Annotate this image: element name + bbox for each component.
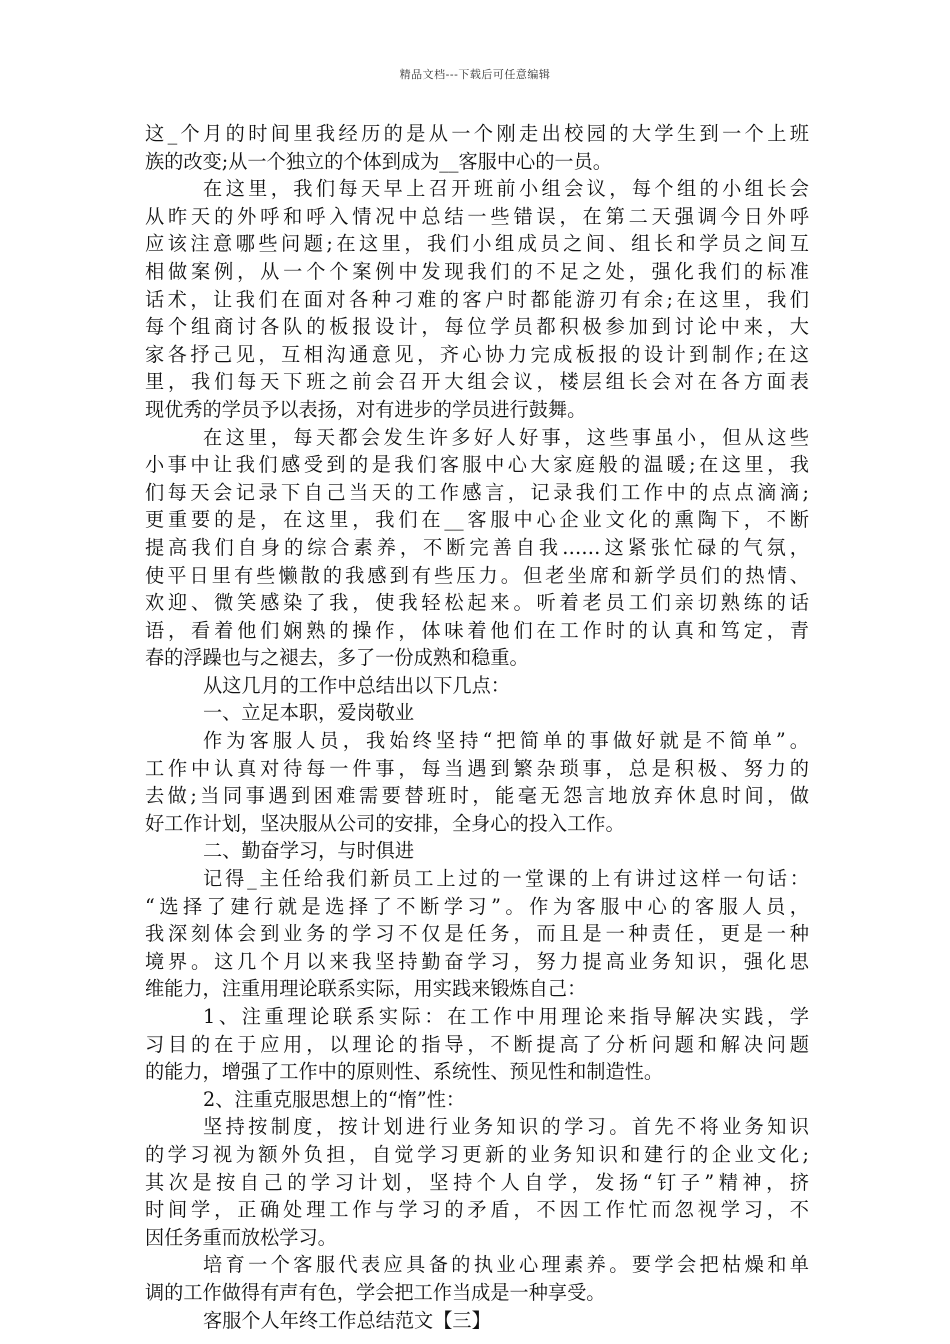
text-line: 在这里，我们每天早上召开班前小组会议，每个组的小组长会 [203,177,809,201]
text-line: 语，看着他们娴熟的操作，体味着他们在工作时的认真和笃定，青 [145,618,809,642]
text-line: 使平日里有些懒散的我感到有些压力。但老坐席和新学员们的热情、 [145,563,809,587]
text-line: 二、勤奋学习，与时俱进 [203,839,415,863]
text-line: 的能力，增强了工作中的原则性、系统性、预见性和制造性。 [145,1060,664,1084]
text-line: 我深刻体会到业务的学习不仅是任务，而且是一种责任，更是一种 [145,922,809,946]
text-line: 相做案例，从一个个案例中发现我们的不足之处，强化我们的标准 [145,259,809,283]
text-line: 族的改变;从一个独立的个体到成为__客服中心的一员。 [145,149,612,173]
text-line: 欢迎、微笑感染了我，使我轻松起来。听着老员工们亲切熟练的话 [145,591,809,615]
text-line: 因任务重而放松学习。 [145,1225,337,1249]
text-line: 在这里，每天都会发生许多好人好事，这些事虽小，但从这些 [203,425,809,449]
text-line: 坚持按制度，按计划进行业务知识的学习。首先不将业务知识 [203,1115,809,1139]
text-line: 现优秀的学员予以表扬，对有进步的学员进行鼓舞。 [145,397,587,421]
text-line: 客服个人年终工作总结范文【三】 [203,1308,491,1332]
text-line: 从昨天的外呼和呼入情况中总结一些错误，在第二天强调今日外呼 [145,204,809,228]
text-line: 更重要的是，在这里，我们在__客服中心企业文化的熏陶下，不断 [145,508,809,532]
page-header: 精品文档---下载后可任意编辑 [399,68,551,81]
text-line: 话术，让我们在面对各种刁难的客户时都能游刃有余;在这里，我们 [145,287,809,311]
text-line: 里，我们每天下班之前会召开大组会议，楼层组长会对在各方面表 [145,370,809,394]
text-line: 小事中让我们感受到的是我们客服中心大家庭般的温暖;在这里，我 [145,453,809,477]
text-line: 2、注重克服思想上的“惰”性： [203,1087,466,1111]
text-line: 培育一个客服代表应具备的执业心理素养。要学会把枯燥和单 [203,1253,809,1277]
text-line: “选择了建行就是选择了不断学习”。作为客服中心的客服人员， [145,894,809,918]
text-line: 维能力，注重用理论联系实际，用实践来锻炼自己： [145,977,587,1001]
text-line: 工作中认真对待每一件事，每当遇到繁杂琐事，总是积极、努力的 [145,756,809,780]
text-line: 从这几月的工作中总结出以下几点： [203,673,510,697]
text-line: 境界。这几个月以来我坚持勤奋学习，努力提高业务知识，强化思 [145,949,809,973]
text-line: 去做;当同事遇到困难需要替班时，能毫无怨言地放弃休息时间，做 [145,784,809,808]
text-line: 春的浮躁也与之褪去，多了一份成熟和稳重。 [145,646,529,670]
text-line: 调的工作做得有声有色，学会把工作当成是一种享受。 [145,1280,606,1304]
text-line: 每个组商讨各队的板报设计，每位学员都积极参加到讨论中来，大 [145,315,809,339]
text-line: 记得_主任给我们新员工上过的一堂课的上有讲过这样一句话： [203,867,809,891]
text-line: 家各抒己见，互相沟通意见，齐心协力完成板报的设计到制作;在这 [145,342,809,366]
text-line: 好工作计划，坚决服从公司的安排，全身心的投入工作。 [145,811,625,835]
text-line: 1、注重理论联系实际：在工作中用理论来指导解决实践，学 [203,1005,809,1028]
text-line: 习目的在于应用，以理论的指导，不断提高了分析问题和解决问题 [145,1032,809,1056]
text-line: 一、立足本职，爱岗敬业 [203,701,415,725]
text-line: 作为客服人员，我始终坚持“把简单的事做好就是不简单”。 [203,729,809,753]
text-line: 时间学，正确处理工作与学习的矛盾，不因工作忙而忽视学习，不 [145,1198,809,1222]
text-line: 应该注意哪些问题;在这里，我们小组成员之间、组长和学员之间互 [145,232,809,256]
text-line: 们每天会记录下自己当天的工作感言，记录我们工作中的点点滴滴; [145,480,809,504]
document-body [145,120,809,1334]
text-line: 提高我们自身的综合素养，不断完善自我……这紧张忙碌的气氛， [145,535,809,559]
text-line: 其次是按自己的学习计划，坚持个人自学，发扬“钉子”精神，挤 [145,1170,809,1194]
text-line: 这_个月的时间里我经历的是从一个刚走出校园的大学生到一个上班 [145,122,809,145]
text-line: 的学习视为额外负担，自觉学习更新的业务知识和建行的企业文化; [145,1142,809,1166]
